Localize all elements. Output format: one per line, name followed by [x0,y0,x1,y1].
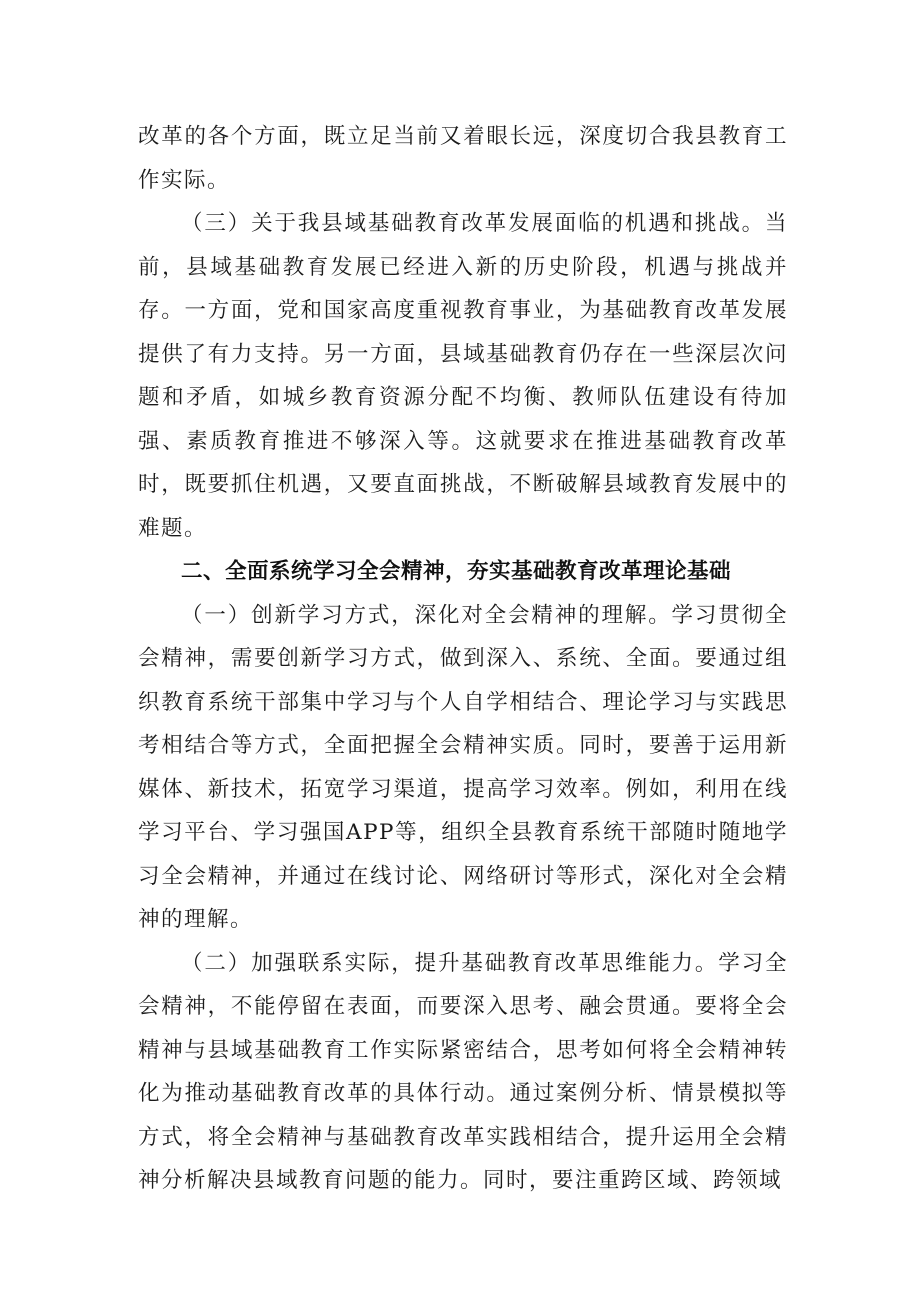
document-body [138,115,788,1203]
paragraph-continuation: 改革的各个方面，既立足当前又着眼长远，深度切合我县教育工作实际。 [138,124,788,193]
paragraph-connect-practice: （二）加强联系实际，提升基础教育改革思维能力。学习全会精神，不能停留在表面，而要深入思考、融会贯通。要将全会精神与县域基础教育工作实际紧密结合，思考如何将全会精神转化为推动基础教育改革的具体行动。通过案例分析、情景模拟等方式，将全会精神与基础教育改革实践相结合，提升运用全会精神分析解决县域教育问题的能力。同时，要注重跨区域、跨领域 [138,950,788,1193]
section-heading: 二、全面系统学习全会精神，夯实基础教育改革理论基础 [181,559,732,584]
paragraph-innovate-learning: （一）创新学习方式，深化对全会精神的理解。学习贯彻全会精神，需要创新学习方式，做到深入、系统、全面。要通过组织教育系统干部集中学习与个人自学相结合、理论学习与实践思考相结合等方式，全面把握全会精神实质。同时，要善于运用新媒体、新技术，拓宽学习渠道，提高学习效率。例如，利用在线学习平台、学习强国APP等，组织全县教育系统干部随时随地学习全会精神，并通过在线讨论、网络研讨等形式，深化对全会精神的理解。 [138,602,788,932]
paragraph-opportunities-challenges: （三）关于我县域基础教育改革发展面临的机遇和挑战。当前，县域基础教育发展已经进入新的历史阶段，机遇与挑战并存。一方面，党和国家高度重视教育事业，为基础教育改革发展提供了有力支持。另一方面，县域基础教育仍存在一些深层次问题和矛盾，如城乡教育资源分配不均衡、教师队伍建设有待加强、素质教育推进不够深入等。这就要求在推进基础教育改革时，既要抓住机遇，又要直面挑战，不断破解县域教育发展中的难题。 [138,211,788,541]
